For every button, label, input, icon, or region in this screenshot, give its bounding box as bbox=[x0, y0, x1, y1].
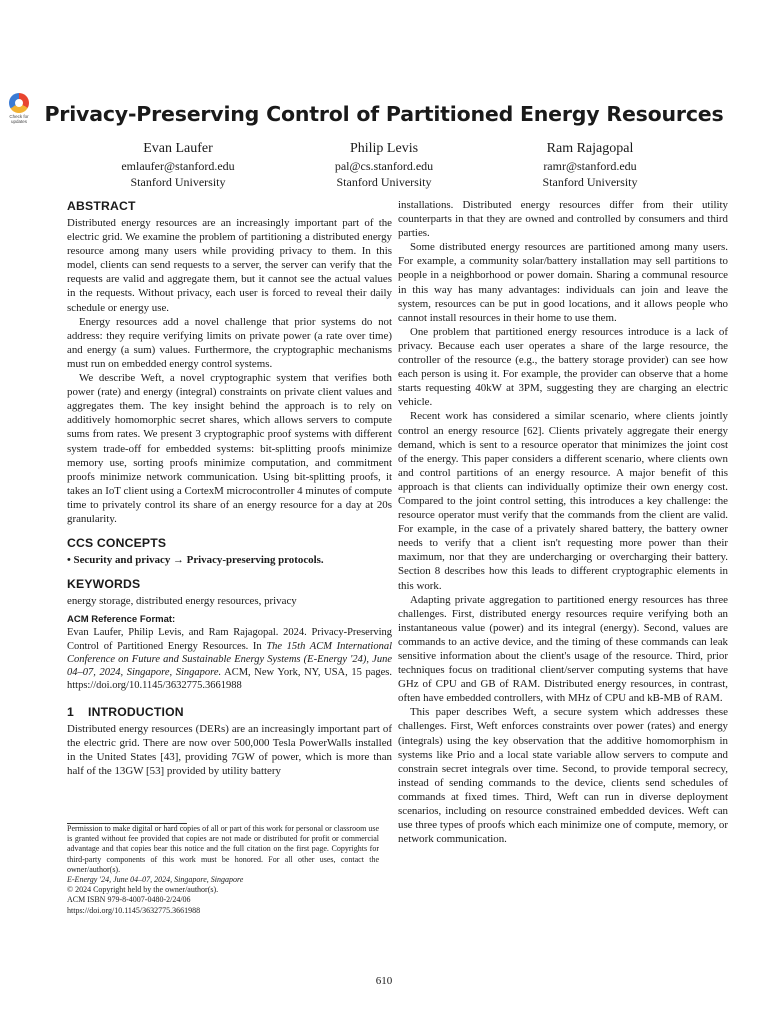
conference-line: E-Energy '24, June 04–07, 2024, Singapore, Singapore bbox=[67, 875, 244, 885]
keywords-text: energy storage, distributed energy resources, privacy bbox=[67, 595, 297, 608]
isbn-line: ACM ISBN 979-8-4007-0480-2/24/06 bbox=[67, 895, 191, 905]
author-name: Ram Rajagopal bbox=[546, 141, 634, 156]
author-email[interactable]: emlaufer@stanford.edu bbox=[121, 159, 235, 173]
section-number: 1 bbox=[67, 704, 74, 719]
body-paragraph: Recent work has considered a similar scenario, where clients jointly control an energy resource [62]. Clients privately aggregate their energy demand, which is sent to a resource operator that minimizes the joint cost of the energy. This paper considers a different scenario, where clients own and control partitions of an energy resource. A major benefit of this approach is that clients can individually optimize their own energy cost. Compared to the joint control setting, this introduces a key challenge: the resource operator must verify that the commands from the client are valid. For example, in the case of a privately shared battery, the battery owner needs to verify that a client isn't requesting more power than their maximum, nor that they are undercharging or overcharging their battery. Section 8 describes how this leads to different cryptographic elements in this work. bbox=[398, 410, 728, 592]
reference-venue: The 15th ACM International Conference on Future and Sustainable Energy Systems (E-Energy '24), June 04–07, 2024, Singapore, Singapore. bbox=[67, 640, 392, 679]
badge-text: Check for updates bbox=[9, 114, 29, 124]
copyright-footnote bbox=[67, 824, 379, 916]
author-1 bbox=[78, 140, 278, 190]
page-number: 610 bbox=[375, 975, 393, 987]
abstract-paragraph: Energy resources add a novel challenge that prior systems do not address: they require verifying limits on private power (a rate over time) and energy (a sum) values. Furthermore, the cryptographic mechanisms must run on embedded energy control systems. bbox=[67, 315, 392, 370]
keywords-heading: KEYWORDS bbox=[67, 577, 141, 592]
paper-title: Privacy-Preserving Control of Partitioned Energy Resources bbox=[44, 102, 724, 126]
reference-format-heading: ACM Reference Format: bbox=[67, 614, 176, 626]
left-column bbox=[67, 198, 392, 778]
author-email[interactable]: pal@cs.stanford.edu bbox=[334, 159, 434, 173]
introduction-paragraph: Distributed energy resources (DERs) are an increasingly important part of the electric grid. There are now over 500,000 Tesla PowerWalls installed in the United States [43], providing 7GW of power, which is more than half of the 13GW [53] provided by utility battery bbox=[67, 722, 392, 778]
author-affiliation: Stanford University bbox=[130, 175, 226, 189]
author-email[interactable]: ramr@stanford.edu bbox=[543, 159, 637, 173]
reference-plain: Evan Laufer, Philip Levis, and Ram Rajagopal. 2024. Privacy-Preserving Control of Partitioned Energy Resources. In bbox=[67, 627, 392, 652]
body-paragraph: This paper describes Weft, a secure system which addresses these challenges. First, Weft enforces constraints over power (rates) and energy (integrals) using the key observation that the additive homomorphism in systems like Prio and a local state variable allow servers to compute and constrain secret integrals over time. Second, to provide temporal secrecy, instead of sending commands to the device, clients send schedules of commands at fixed times. Third, Weft can run in diverse deployment scenarios, including on resource constrained embedded devices. Weft can use three types of proofs which each minimize one of compute, memory, or network communication. bbox=[398, 706, 728, 846]
abstract-paragraph: Distributed energy resources are an increasingly important part of the electric grid. We examine the problem of partitioning a distributed energy resource among many users while providing privacy to them. In this model, clients can send requests to a server, the server can verify that the requests are valid and aggregate them, but it cannot see the actual values in the requests. Without privacy, each user is forced to reveal their daily schedule or energy use. bbox=[67, 217, 392, 314]
permission-notice: Permission to make digital or hard copies of all or part of this work for personal or classroom use is granted without fee provided that copies are not made or distributed for profit or commercial advantage and that copies bear this notice and the full citation on the first page. Copyrights for third-party components of this work must be honored. For all other uses, contact the owner/author(s). bbox=[67, 824, 379, 874]
ccs-concepts: • Security and privacy → Privacy-preserving protocols. bbox=[67, 554, 324, 567]
body-paragraph: One problem that partitioned energy resources introduce is a lack of privacy. Because each user operates a share of the large resource, the controller of the resource (e.g., the battery storage provider) can see how each person is using it. For example, the provider can observe that a home starts requesting 40kW at 3PM, suggesting they are charging an electric vehicle. bbox=[398, 325, 728, 409]
introduction-heading bbox=[67, 704, 392, 720]
copyright-line: © 2024 Copyright held by the owner/author(s). bbox=[67, 885, 219, 895]
section-title: INTRODUCTION bbox=[87, 704, 184, 719]
abstract-heading: ABSTRACT bbox=[67, 199, 136, 213]
abstract-paragraph: We describe Weft, a novel cryptographic system that verifies both power (rate) and energy (integral) constraints on private client values and aggregates them. The key insight behind the approach is to rely on additively homomorphic secret shares, which allows servers to compute sums from rates. We present 3 cryptographic proof systems with different system trade-off for embedded systems: bit-splitting proofs minimize memory use, sorting proofs minimize computation, and commitment proofs minimize network communication. Using bit-splitting proofs, it takes an IoT client using a CortexM microcontroller 4 minutes of compute time to privately control its share of an energy resource for a day at 20s granularity. bbox=[67, 372, 392, 525]
reference-doi[interactable]: ACM, New York, NY, USA, 15 pages. https://doi.org/10.1145/3632775.3661988 bbox=[67, 667, 392, 692]
doi-link[interactable]: https://doi.org/10.1145/3632775.3661988 bbox=[67, 905, 201, 915]
author-affiliation: Stanford University bbox=[542, 175, 638, 189]
body-paragraph: installations. Distributed energy resources differ from their utility counterparts in that they are owned and controlled by consumers and third parties. bbox=[398, 199, 728, 240]
ccs-heading: CCS CONCEPTS bbox=[67, 536, 167, 551]
author-2 bbox=[284, 140, 484, 190]
author-name: Philip Levis bbox=[349, 141, 419, 156]
reference-format-body bbox=[67, 626, 392, 692]
author-name: Evan Laufer bbox=[143, 141, 213, 156]
right-column bbox=[398, 198, 728, 846]
body-paragraph: Adapting private aggregation to partitioned energy resources has three challenges. First, distributed energy resources require verifying both an instantaneous value (power) and its integral (energy). Second, values are commands to an active device, and the timing of these commands can leak sensitive information about the client's usage of the resource. Third, prior techniques focus on traditional client/server computing systems that have GHz of CPU and GB of RAM. Distributed energy resources, in contrast, often have embedded controllers, with MHz of CPU and kB-MB of RAM. bbox=[398, 593, 728, 705]
author-affiliation: Stanford University bbox=[336, 175, 432, 189]
author-3 bbox=[490, 140, 690, 190]
body-paragraph: Some distributed energy resources are partitioned among many users. For example, a community solar/battery installation may sell partitions to people in a neighborhood or power domain. Sharing a communal resource in this way has many advantages: individuals can join and leave the system, resources can be put in good locations, and it allows people who cannot install resources in their home to use them. bbox=[398, 241, 728, 324]
